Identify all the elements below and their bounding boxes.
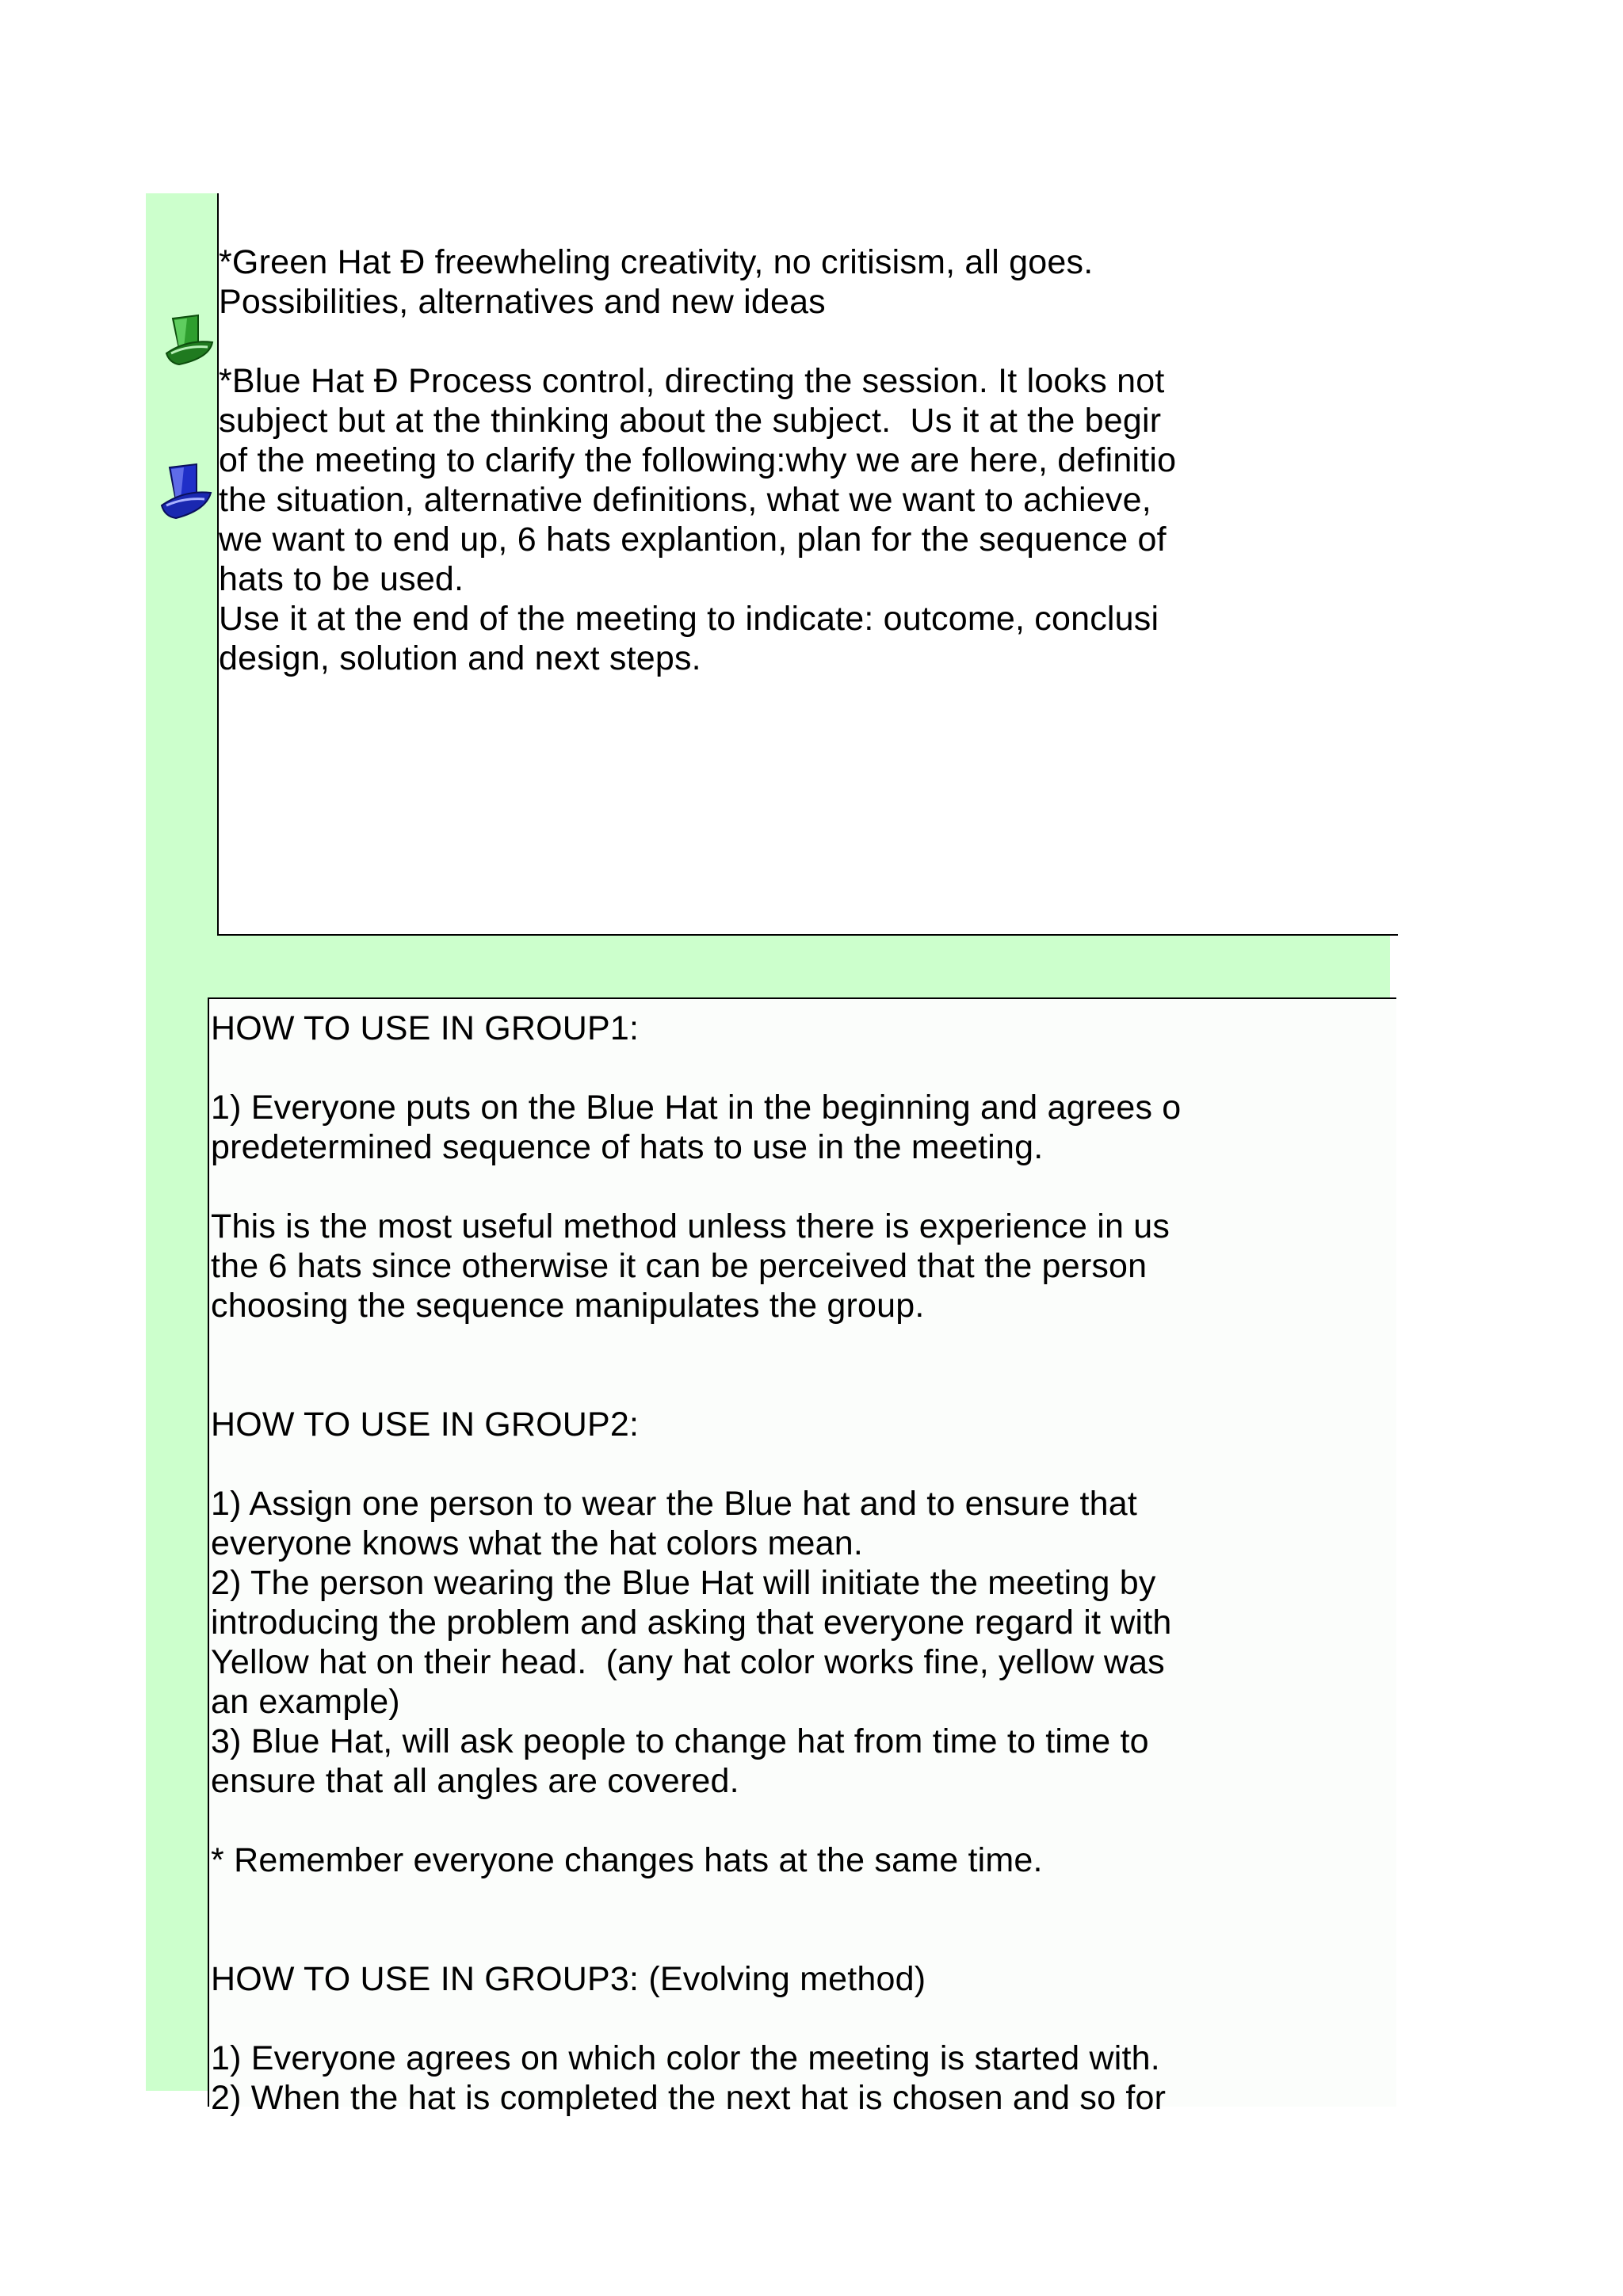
usage-line: 3) Blue Hat, will ask people to change hat from time to time to [211,1722,1149,1760]
usage-line: 2) The person wearing the Blue Hat will initiate the meeting by [211,1564,1156,1602]
usage-line: choosing the sequence manipulates the group. [211,1287,925,1325]
green-hat-icon [163,312,219,369]
usage-heading-group1: HOW TO USE IN GROUP1: [211,1009,640,1047]
usage-instructions-box [208,997,1396,2117]
usage-line: 1) Everyone puts on the Blue Hat in the beginning and agrees o [211,1089,1182,1127]
hats-line-6: the situation, alternative definitions, what we want to achieve, [219,481,1151,519]
hats-line-2: Possibilities, alternatives and new ideas [219,283,826,321]
hats-line-7: we want to end up, 6 hats explantion, plan for the sequence of [219,521,1167,559]
usage-line-clipped: 2) When the hat is completed the next hat is chosen and so for [211,2079,1167,2117]
hats-line-3: *Blue Hat Đ Process control, directing the session. It looks not [219,362,1165,400]
blue-hat-icon [157,461,216,523]
usage-line: * Remember everyone changes hats at the same time. [211,1841,1043,1879]
usage-line: introducing the problem and asking that everyone regard it with [211,1604,1172,1642]
usage-line: an example) [211,1683,400,1721]
usage-heading-group3: HOW TO USE IN GROUP3: (Evolving method) [211,1960,926,1998]
usage-line: the 6 hats since otherwise it can be perceived that the person [211,1247,1148,1285]
hats-line-10: design, solution and next steps. [219,639,701,677]
spreadsheet-area [146,193,1390,2117]
hats-line-5: of the meeting to clarify the following:why we are here, definitio [219,441,1177,479]
usage-line: Yellow hat on their head. (any hat color works fine, yellow was [211,1643,1165,1681]
usage-line: 1) Assign one person to wear the Blue hat and to ensure that [211,1485,1137,1523]
usage-line: everyone knows what the hat colors mean. [211,1524,864,1562]
usage-line: ensure that all angles are covered. [211,1762,739,1800]
hats-line-9: Use it at the end of the meeting to indicate: outcome, conclusi [219,600,1159,638]
usage-line: This is the most useful method unless there is experience in us [211,1207,1170,1245]
hats-line-8: hats to be used. [219,560,464,598]
usage-heading-group2: HOW TO USE IN GROUP2: [211,1405,640,1444]
hats-line-4: subject but at the thinking about the subject. Us it at the begir [219,402,1162,440]
usage-line: 1) Everyone agrees on which color the meeting is started with. [211,2039,1160,2077]
hats-description-box [217,193,1398,936]
hats-line-1: *Green Hat Đ freewheling creativity, no critisism, all goes. [219,243,1094,281]
usage-line: predetermined sequence of hats to use in the meeting. [211,1128,1044,1166]
